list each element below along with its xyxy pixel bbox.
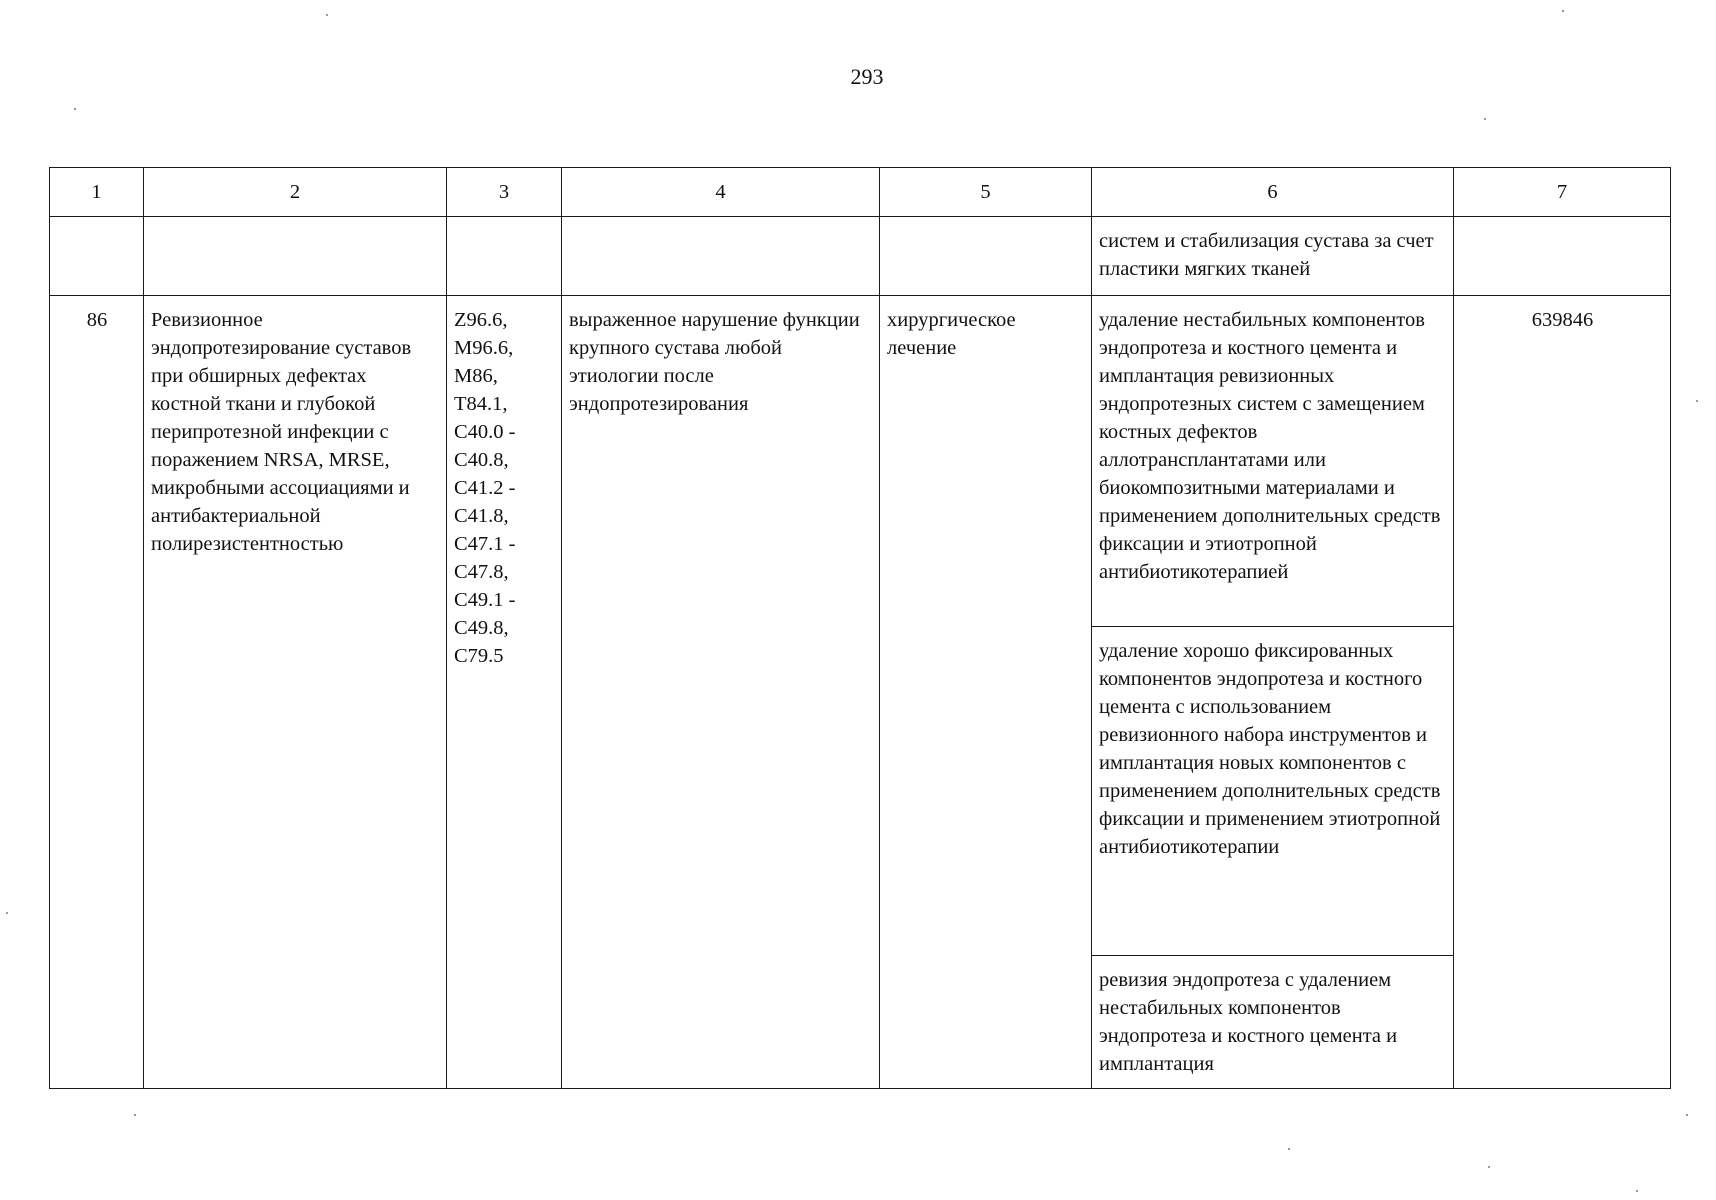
column-number: 5	[880, 168, 1092, 217]
scan-speck	[1636, 1190, 1638, 1192]
method-text: удаление хорошо фиксированных компонентов эндопротеза и костного цемента с использованием ревизионного набора инструментов и имплантация новых компонентов с применением дополнительных средств фиксации и применением этиотропной антибиотикотерапии	[1099, 640, 1441, 858]
empty-cell	[144, 217, 447, 296]
icd-code: C49.8,	[454, 617, 509, 639]
icd-code: C79.5	[454, 645, 504, 667]
row-number-cell	[50, 296, 144, 1089]
column-number-row	[50, 168, 1671, 217]
table-row	[50, 296, 1671, 627]
scan-speck	[74, 108, 76, 110]
scan-speck	[6, 912, 8, 914]
method-text: систем и стабилизация сустава за счет пластики мягких тканей	[1099, 230, 1434, 280]
icd-code: C41.8,	[454, 505, 509, 527]
icd-codes-cell	[447, 296, 562, 1089]
empty-cell	[880, 217, 1092, 296]
method-cell	[1092, 627, 1454, 956]
method-text: ревизия эндопротеза с удалением нестабильных компонентов эндопротеза и костного цемента и имплантация	[1099, 969, 1398, 1075]
icd-code: C40.0 -	[454, 421, 516, 443]
icd-code: C47.1 -	[454, 533, 516, 555]
icd-code: C40.8,	[454, 449, 509, 471]
method-cell	[1092, 217, 1454, 296]
medical-care-table	[49, 167, 1671, 1089]
method-cell	[1092, 956, 1454, 1089]
treatment-type: хирургическое лечение	[887, 309, 1016, 359]
empty-cell	[1454, 217, 1671, 296]
column-number: 6	[1092, 168, 1454, 217]
icd-code: C49.1 -	[454, 589, 516, 611]
icd-code: M96.6,	[454, 337, 514, 359]
scan-speck	[1484, 118, 1486, 120]
continuation-row	[50, 217, 1671, 296]
scan-speck	[1562, 10, 1564, 12]
patient-model: выраженное нарушение функции крупного сустава любой этиологии после эндопротезирования	[569, 309, 860, 415]
scan-speck	[1686, 1114, 1688, 1116]
empty-cell	[50, 217, 144, 296]
cost-value: 639846	[1531, 309, 1594, 331]
row-number: 86	[86, 309, 108, 331]
column-number: 4	[562, 168, 880, 217]
care-name-cell	[144, 296, 447, 1089]
column-number: 1	[50, 168, 144, 217]
treatment-type-cell	[880, 296, 1092, 1089]
scan-speck	[326, 14, 328, 16]
scan-speck	[1288, 1148, 1290, 1150]
scan-speck	[1696, 400, 1698, 402]
column-number: 2	[144, 168, 447, 217]
empty-cell	[562, 217, 880, 296]
scan-speck	[134, 1114, 136, 1116]
method-text: удаление нестабильных компонентов эндопротеза и костного цемента и имплантация ревизионных эндопротезных систем с замещением костных дефектов аллотрансплантатами или биокомпозитными материалами и применением дополнительных средств фиксации и этиотропной антибиотикотерапией	[1099, 309, 1441, 583]
cost-cell	[1454, 296, 1671, 1089]
icd-code: Z96.6,	[454, 309, 508, 331]
patient-model-cell	[562, 296, 880, 1089]
scan-speck	[1488, 1166, 1490, 1168]
column-number: 7	[1454, 168, 1671, 217]
icd-code: T84.1,	[454, 393, 508, 415]
care-name: Ревизионное эндопротезирование суставов при обширных дефектах костной ткани и глубокой перипротезной инфекции с поражением NRSA, MRSE, микробными ассоциациями и антибактериальной полирезистентностью	[151, 309, 412, 555]
page-number: 293	[850, 64, 884, 89]
icd-code: C41.2 -	[454, 477, 516, 499]
icd-code: M86,	[454, 365, 498, 387]
empty-cell	[447, 217, 562, 296]
method-cell	[1092, 296, 1454, 627]
column-number: 3	[447, 168, 562, 217]
icd-codes	[447, 296, 561, 670]
icd-code: C47.8,	[454, 561, 509, 583]
